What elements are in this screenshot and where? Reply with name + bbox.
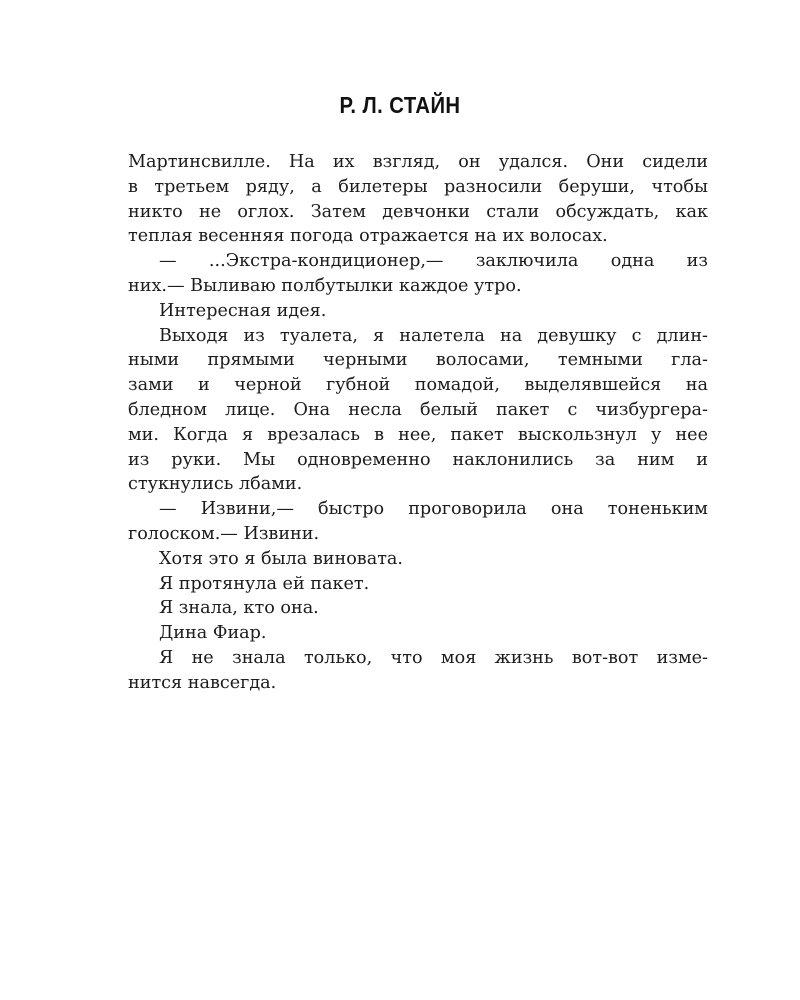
text-line: ми. Когда я врезалась в нее, пакет выскользнул у нее: [128, 424, 708, 445]
text-line: них.— Выливаю полбутылки каждое утро.: [128, 275, 522, 296]
text-line: в третьем ряду, а билетеры разносили беруши, чтобы: [128, 176, 708, 197]
text-line: Я не знала только, что моя жизнь вот-вот изме-: [159, 647, 708, 668]
text-line: — Извини,— быстро проговорила она тоненьким: [159, 499, 708, 520]
running-head-author: Р. Л. СТАЙН: [339, 92, 461, 118]
text-line: Я знала, кто она.: [159, 598, 319, 619]
text-line: голоском.— Извини.: [128, 523, 320, 544]
text-line: зами и черной губной помадой, выделявшейся на: [128, 375, 708, 396]
text-line: нится навсегда.: [128, 672, 277, 693]
text-line: Дина Фиар.: [159, 623, 267, 644]
text-line: Я протянула ей пакет.: [159, 573, 370, 594]
text-line: Хотя это я была виновата.: [159, 548, 404, 569]
text-line: Мартинсвилле. На их взгляд, он удался. Они сидели: [128, 152, 708, 172]
body-text: [128, 150, 708, 696]
text-line: теплая весенняя погода отражается на их волосах.: [128, 226, 608, 247]
text-line: Интересная идея.: [159, 300, 327, 321]
text-line: стукнулись лбами.: [128, 474, 303, 495]
text-line: ными прямыми черными волосами, темными гла-: [128, 350, 708, 371]
text-line: из руки. Мы одновременно наклонились за ним и: [128, 449, 708, 470]
text-line: Выходя из туалета, я налетела на девушку с длин-: [159, 325, 708, 346]
text-line: — ...Экстра-кондиционер,— заключила одна из: [159, 251, 708, 272]
text-line: бледном лице. Она несла белый пакет с чизбургера-: [128, 399, 708, 420]
text-line: никто не оглох. Затем девчонки стали обсуждать, как: [128, 201, 708, 222]
